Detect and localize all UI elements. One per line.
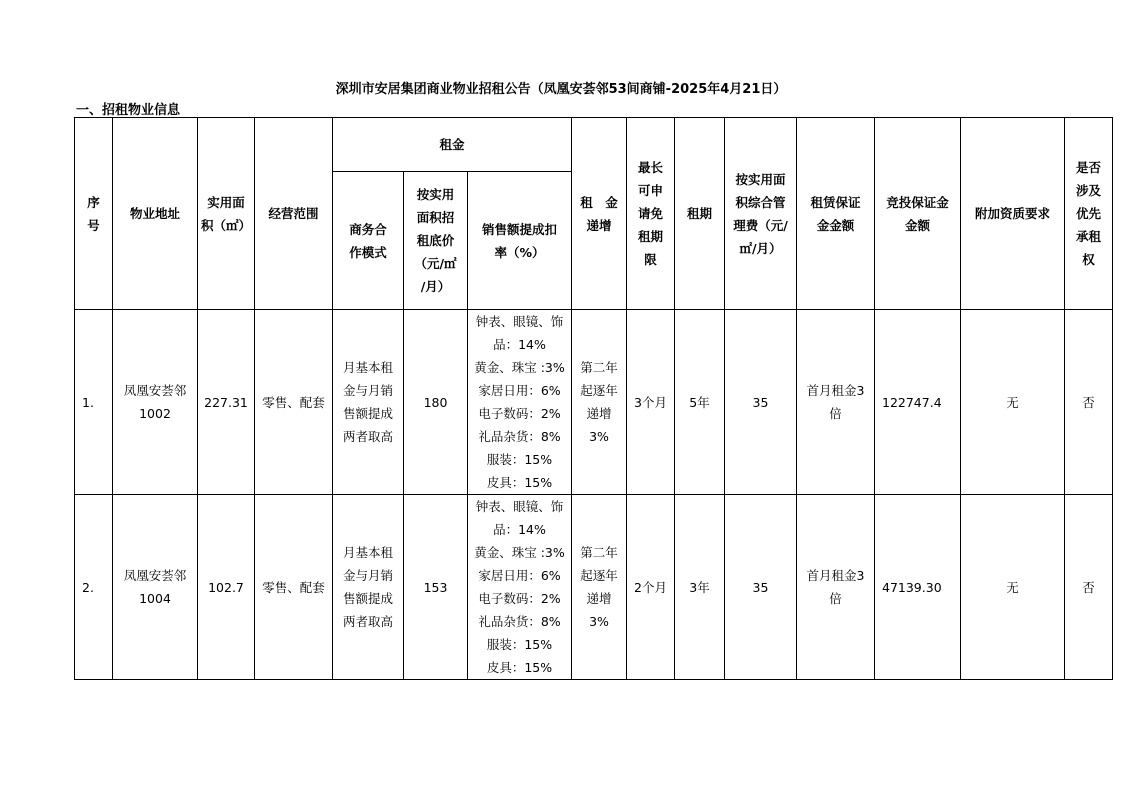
header-price: 按实用 面积招 租底价 （元/㎡ /月） [404,172,468,310]
row-mode: 月基本租 金与月销 售额提成 两者取高 [333,310,404,495]
row-address: 凤凰安荟邻 1002 [113,310,198,495]
row-bid-deposit: 47139.30 [875,495,961,680]
row-increase: 第二年 起逐年 递增 3% [572,310,627,495]
rental-property-table [74,117,1113,680]
row-no: 1. [75,310,113,495]
section-heading: 一、招租物业信息 [76,103,181,118]
row-rate: 钟表、眼镜、饰 品：14% 黄金、珠宝 :3% 家居日用：6% 电子数码：2% 礼品杂货：8% 服装：15% 皮具：15% [468,310,572,495]
row-scope: 零售、配套 [255,310,333,495]
header-row-top [75,118,1113,172]
header-increase: 租 金 递增 [572,118,627,310]
table-row [75,495,1113,680]
header-scope: 经营范围 [255,118,333,310]
header-address: 物业地址 [113,118,198,310]
row-increase: 第二年 起逐年 递增 3% [572,495,627,680]
row-address: 凤凰安荟邻 1004 [113,495,198,680]
header-rent: 租金 [333,118,572,172]
header-term: 租期 [675,118,725,310]
row-term: 3年 [675,495,725,680]
header-extra-requirements: 附加资质要求 [961,118,1065,310]
header-free-rent: 最长 可申 请免 租期 限 [627,118,675,310]
header-bid-deposit: 竞投保证金 金额 [875,118,961,310]
row-price: 153 [404,495,468,680]
header-deposit: 租赁保证 金金额 [797,118,875,310]
table-row [75,310,1113,495]
header-area: 实用面 积（㎡） [198,118,255,310]
row-free-rent: 3个月 [627,310,675,495]
row-management-fee: 35 [725,310,797,495]
row-extra-requirements: 无 [961,310,1065,495]
row-rate: 钟表、眼镜、饰 品：14% 黄金、珠宝 :3% 家居日用：6% 电子数码：2% 礼品杂货：8% 服装：15% 皮具：15% [468,495,572,680]
row-free-rent: 2个月 [627,495,675,680]
header-management-fee: 按实用面 积综合管 理费（元/ ㎡/月） [725,118,797,310]
row-no: 2. [75,495,113,680]
row-scope: 零售、配套 [255,495,333,680]
row-deposit: 首月租金3 倍 [797,310,875,495]
row-deposit: 首月租金3 倍 [797,495,875,680]
row-management-fee: 35 [725,495,797,680]
row-area: 227.31 [198,310,255,495]
header-rate: 销售额提成扣 率（%） [468,172,572,310]
row-area: 102.7 [198,495,255,680]
document-title: 深圳市安居集团商业物业招租公告（凤凰安荟邻53间商铺-2025年4月21日） [335,82,787,97]
row-extra-requirements: 无 [961,495,1065,680]
row-term: 5年 [675,310,725,495]
header-mode: 商务合 作模式 [333,172,404,310]
row-price: 180 [404,310,468,495]
header-priority: 是否 涉及 优先 承租 权 [1065,118,1113,310]
row-bid-deposit: 122747.4 [875,310,961,495]
row-priority: 否 [1065,495,1113,680]
row-mode: 月基本租 金与月销 售额提成 两者取高 [333,495,404,680]
header-no: 序 号 [75,118,113,310]
row-priority: 否 [1065,310,1113,495]
